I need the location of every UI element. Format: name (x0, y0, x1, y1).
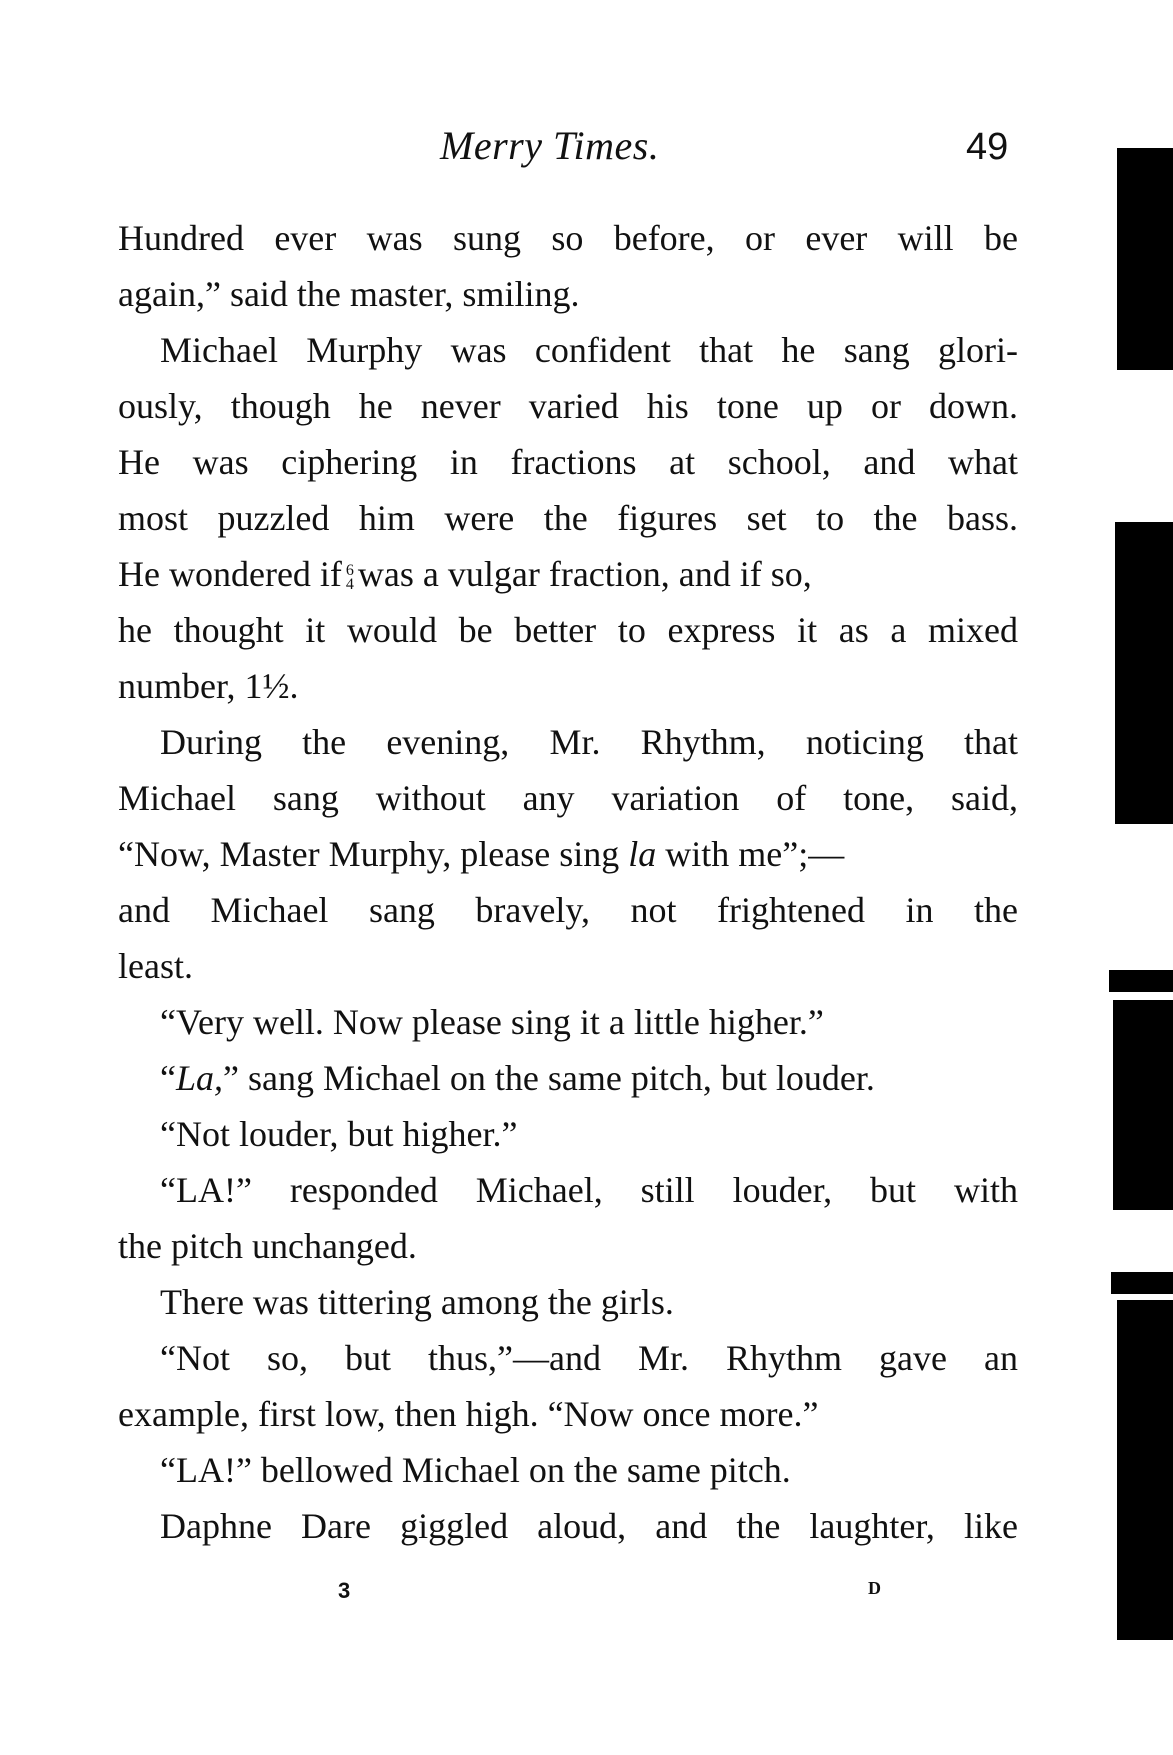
text-line: most puzzled him were the figures set to the bass. (118, 498, 1018, 538)
text-line: ously, though he never varied his tone up or down. (118, 386, 1018, 426)
running-title: Merry Times. (440, 123, 660, 168)
scan-edge-shadow (1111, 1272, 1173, 1294)
scan-edge-shadow (1113, 1000, 1173, 1210)
text-line-with-italic (118, 826, 1018, 882)
text-fragment: with me”;— (665, 834, 845, 874)
text-line: again,” said the master, smiling. (118, 274, 580, 314)
text-line-with-italic (118, 1050, 1018, 1106)
scan-edge-marks (1105, 0, 1173, 1755)
text-line: he thought it would be better to express it as a mixed (118, 610, 1018, 650)
page-footer (0, 1578, 1173, 1618)
text-line: He was ciphering in fractions at school, and what (118, 442, 1018, 482)
text-line: Daphne Dare giggled aloud, and the laughter, like (160, 1506, 1018, 1546)
scan-edge-shadow (1117, 148, 1173, 370)
time-signature-fraction (345, 561, 354, 593)
running-head (0, 122, 1173, 182)
text-line: During the evening, Mr. Rhythm, noticing that (160, 722, 1018, 762)
page-number: 49 (966, 126, 1009, 168)
signature-mark: D (868, 1578, 881, 1598)
body-text (118, 210, 1018, 1554)
text-fragment: “Now, Master Murphy, please sing (118, 834, 620, 874)
text-line-with-fraction (118, 546, 1018, 602)
text-line: Michael Murphy was confident that he sang glori- (160, 330, 1018, 370)
italic-word: la (628, 834, 657, 874)
text-line: the pitch unchanged. (118, 1226, 417, 1266)
text-line: There was tittering among the girls. (160, 1282, 674, 1322)
text-line: and Michael sang bravely, not frightened in the (118, 890, 1018, 930)
italic-word: La, (175, 1058, 224, 1098)
text-line: Michael sang without any variation of tone, said, (118, 778, 1018, 818)
text-line: “Not louder, but higher.” (160, 1114, 518, 1154)
signature-mark: 3 (338, 1578, 351, 1603)
scan-edge-shadow (1115, 522, 1173, 824)
text-line: Hundred ever was sung so before, or ever will be (118, 218, 1018, 258)
text-line: example, first low, then high. “Now once more.” (118, 1394, 819, 1434)
text-fragment: He wondered if (118, 554, 342, 594)
text-line: “LA!” responded Michael, still louder, but with (160, 1170, 1018, 1210)
fraction-denominator: 4 (345, 575, 354, 593)
text-line: number, 1½. (118, 666, 299, 706)
text-fragment: “ (160, 1058, 176, 1098)
fraction-numerator: 6 (345, 561, 354, 579)
text-fragment: ” sang Michael on the same pitch, but louder. (223, 1058, 875, 1098)
text-line: “Very well. Now please sing it a little higher.” (160, 1002, 824, 1042)
text-fragment: was a vulgar fraction, and if so, (357, 554, 812, 594)
text-line: “LA!” bellowed Michael on the same pitch. (160, 1450, 791, 1490)
text-line: “Not so, but thus,”—and Mr. Rhythm gave an (160, 1338, 1018, 1378)
text-line: least. (118, 946, 193, 986)
scan-edge-shadow (1117, 1300, 1173, 1640)
scan-edge-shadow (1109, 970, 1173, 992)
